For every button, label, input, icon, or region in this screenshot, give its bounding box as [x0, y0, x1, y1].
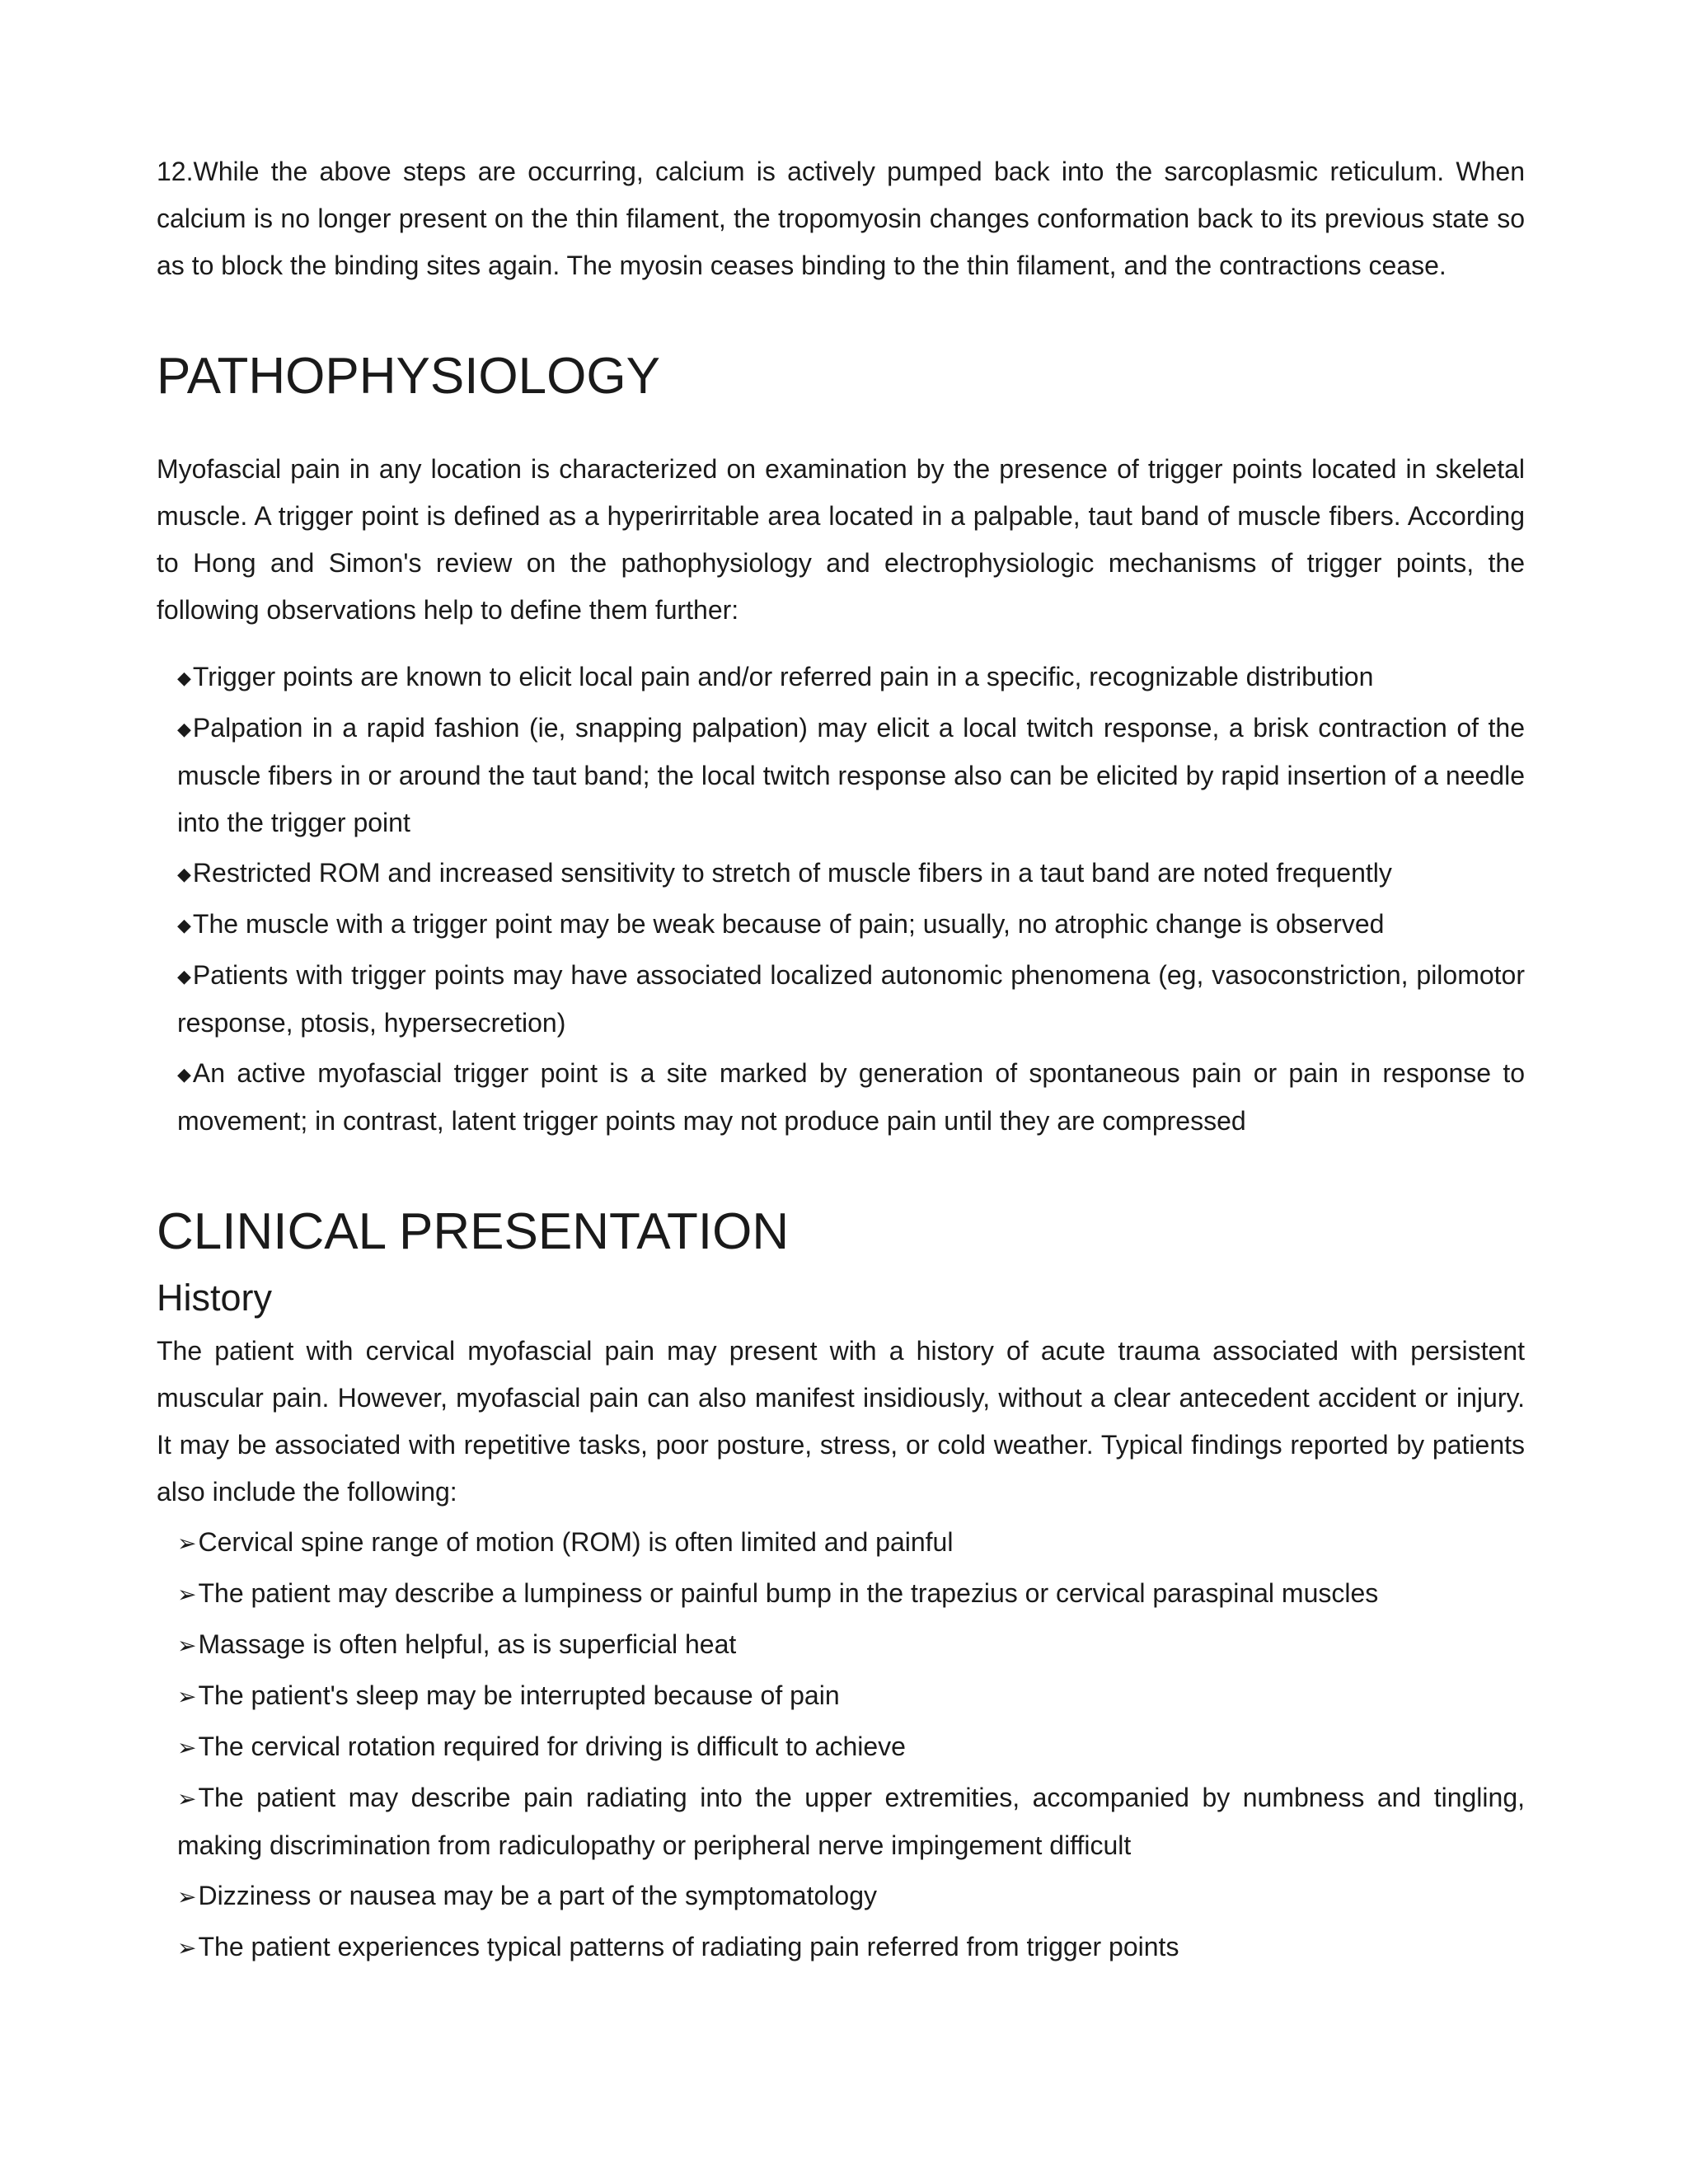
list-item: ◆Trigger points are known to elicit local pain and/or referred pain in a specific, recognizable distribution: [177, 654, 1525, 701]
arrow-bullet-icon: ➢: [177, 1633, 197, 1658]
list-item: ◆An active myofascial trigger point is a site marked by generation of spontaneous pain or pain in response to movement; in contrast, latent trigger points may not produce pain until they are compressed: [177, 1050, 1525, 1145]
list-item: ➢The patient experiences typical patterns of radiating pain referred from trigger points: [177, 1924, 1525, 1971]
document-page: [157, 148, 1525, 1975]
diamond-bullet-icon: ◆: [177, 915, 191, 935]
arrow-bullet-icon: ➢: [177, 1884, 197, 1910]
diamond-bullet-icon: ◆: [177, 864, 191, 884]
list-item: ➢Dizziness or nausea may be a part of the symptomatology: [177, 1872, 1525, 1920]
diamond-bullet-icon: ◆: [177, 668, 191, 688]
history-paragraph: The patient with cervical myofascial pain may present with a history of acute trauma associated with persistent muscular pain. However, myofascial pain can also manifest insidiously, without a clear antecedent accident or injury. It may be associated with repetitive tasks, poor posture, stress, or cold weather. Typical findings reported by patients also include the following:: [157, 1336, 1525, 1507]
history-subheading: History: [157, 1277, 273, 1319]
diamond-bullet-icon: ◆: [177, 719, 191, 739]
list-item: ◆Patients with trigger points may have associated localized autonomic phenomena (eg, vasoconstriction, pilomotor response, ptosis, hypersecretion): [177, 952, 1525, 1047]
clinical-presentation-heading: CLINICAL PRESENTATION: [157, 1203, 790, 1260]
list-item: ◆Palpation in a rapid fashion (ie, snapping palpation) may elicit a local twitch response, a brisk contraction of the muscle fibers in or around the taut band; the local twitch response also can be elicited by rapid insertion of a needle into the trigger point: [177, 705, 1525, 846]
arrow-bullet-icon: ➢: [177, 1684, 197, 1709]
pathophysiology-heading: PATHOPHYSIOLOGY: [157, 348, 660, 405]
pathophysiology-paragraph: Myofascial pain in any location is characterized on examination by the presence of trigger points located in skeletal muscle. A trigger point is defined as a hyperirritable area located in a palpable, taut band of muscle fibers. According to Hong and Simon's review on the pathophysiology and electrophysiologic mechanisms of trigger points, the following observations help to define them further:: [157, 454, 1525, 625]
arrow-bullet-icon: ➢: [177, 1786, 197, 1811]
list-item: ➢Cervical spine range of motion (ROM) is often limited and painful: [177, 1519, 1525, 1567]
history-findings-list: [177, 1519, 1525, 1971]
list-item: ➢The cervical rotation required for driving is difficult to achieve: [177, 1723, 1525, 1771]
arrow-bullet-icon: ➢: [177, 1582, 197, 1607]
list-item: ➢The patient may describe pain radiating into the upper extremities, accompanied by numbness and tingling, making discrimination from radiculopathy or peripheral nerve impingement difficult: [177, 1774, 1525, 1869]
list-item: ◆The muscle with a trigger point may be weak because of pain; usually, no atrophic change is observed: [177, 901, 1525, 949]
diamond-bullet-icon: ◆: [177, 1064, 191, 1085]
arrow-bullet-icon: ➢: [177, 1935, 197, 1961]
trigger-point-observations-list: [177, 654, 1525, 1145]
list-item: ➢Massage is often helpful, as is superficial heat: [177, 1621, 1525, 1669]
arrow-bullet-icon: ➢: [177, 1530, 197, 1556]
list-item: ➢The patient may describe a lumpiness or painful bump in the trapezius or cervical paraspinal muscles: [177, 1570, 1525, 1618]
diamond-bullet-icon: ◆: [177, 966, 191, 987]
list-item: ➢The patient's sleep may be interrupted because of pain: [177, 1672, 1525, 1720]
paragraph-step-12: 12.While the above steps are occurring, calcium is actively pumped back into the sarcoplasmic reticulum. When calcium is no longer present on the thin filament, the tropomyosin changes conformation back to its previous state so as to block the binding sites again. The myosin ceases binding to the thin filament, and the contractions cease.: [157, 157, 1525, 280]
arrow-bullet-icon: ➢: [177, 1735, 197, 1760]
list-item: ◆Restricted ROM and increased sensitivity to stretch of muscle fibers in a taut band are noted frequently: [177, 850, 1525, 898]
